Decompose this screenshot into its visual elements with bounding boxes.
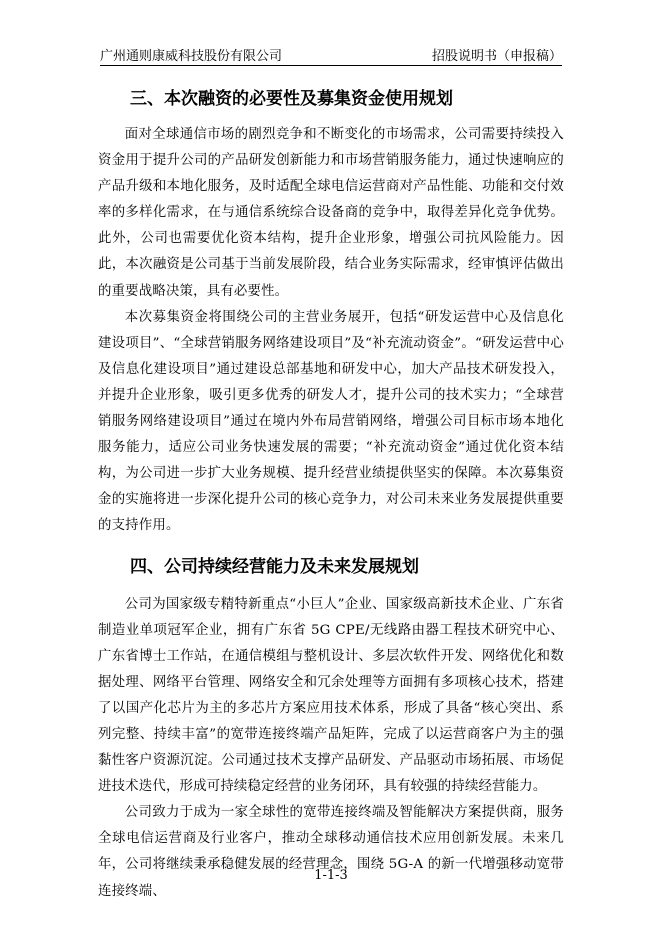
paragraph-operating-capability: 公司为国家级专精特新重点“小巨人”企业、国家级高新技术企业、广东省制造业单项冠军企业，拥有广东省 5G CPE/无线路由器工程技术研究中心、广东省博士工作站，在通信模组与整机设计、多层次软件开发、网络优化和数据处理、网络平台管理、网络安全和冗余处理等方面拥有多项核心技术，搭建了以国产化芯片为主的多芯片方案应用技术体系，形成了具备“核心突出、系列完整、持续丰富”的宽带连接终端产品矩阵，完成了以运营商客户为主的强黏性客户资源沉淀。公司通过技术支撑产品研发、产品驱动市场拓展、市场促进技术迭代，形成可持续稳定经营的业务闭环，具有较强的持续经营能力。 [98, 596, 564, 795]
header-company-name: 广州通则康威科技股份有限公司 [100, 48, 283, 64]
page-number: 1-1-3 [314, 868, 348, 883]
section-heading-sustainability: 四、公司持续经营能力及未来发展规划 [130, 556, 419, 577]
page-header [100, 44, 562, 64]
page-body [98, 84, 564, 905]
paragraph-future-plan: 公司致力于成为一家全球性的宽带连接终端及智能解决方案提供商，服务全球电信运营商及行业客户，推动全球移动通信技术应用创新发展。未来几年，公司将继续秉承稳健发展的经营理念，围绕 5G-A 的新一代增强移动宽带连接终端、 [98, 805, 564, 899]
paragraph-financing-necessity: 面对全球通信市场的剧烈竞争和不断变化的市场需求，公司需要持续投入资金用于提升公司的产品研发创新能力和市场营销服务能力，通过快速响应的产品升级和本地化服务，及时适配全球电信运营商对产品性能、功能和交付效率的多样化需求，在与通信系统综合设备商的竞争中，取得差异化竞争优势。此外，公司也需要优化资本结构，提升企业形象，增强公司抗风险能力。因此，本次融资是公司基于当前发展阶段，结合业务实际需求，经审慎评估做出的重要战略决策，具有必要性。 [98, 127, 564, 299]
header-document-type: 招股说明书（申报稿） [431, 48, 562, 64]
paragraph-fund-usage: 本次募集资金将围绕公司的主营业务展开，包括“研发运营中心及信息化建设项目”、“全球营销服务网络建设项目”及“补充流动资金”。“研发运营中心及信息化建设项目”通过建设总部基地和研发中心，加大产品技术研发投入，并提升企业形象，吸引更多优秀的研发人才，提升公司的技术实力；“全球营销服务网络建设项目”通过在境内外布局营销网络，增强公司目标市场本地化服务能力，适应公司业务快速发展的需要；“补充流动资金”通过优化资本结构，为公司进一步扩大业务规模、提升经营业绩提供坚实的保障。本次募集资金的实施将进一步深化提升公司的核心竞争力，对公司未来业务发展提供重要的支持作用。 [98, 309, 564, 534]
header-divider [100, 65, 562, 66]
section-heading-financing: 三、本次融资的必要性及募集资金使用规划 [130, 89, 453, 109]
